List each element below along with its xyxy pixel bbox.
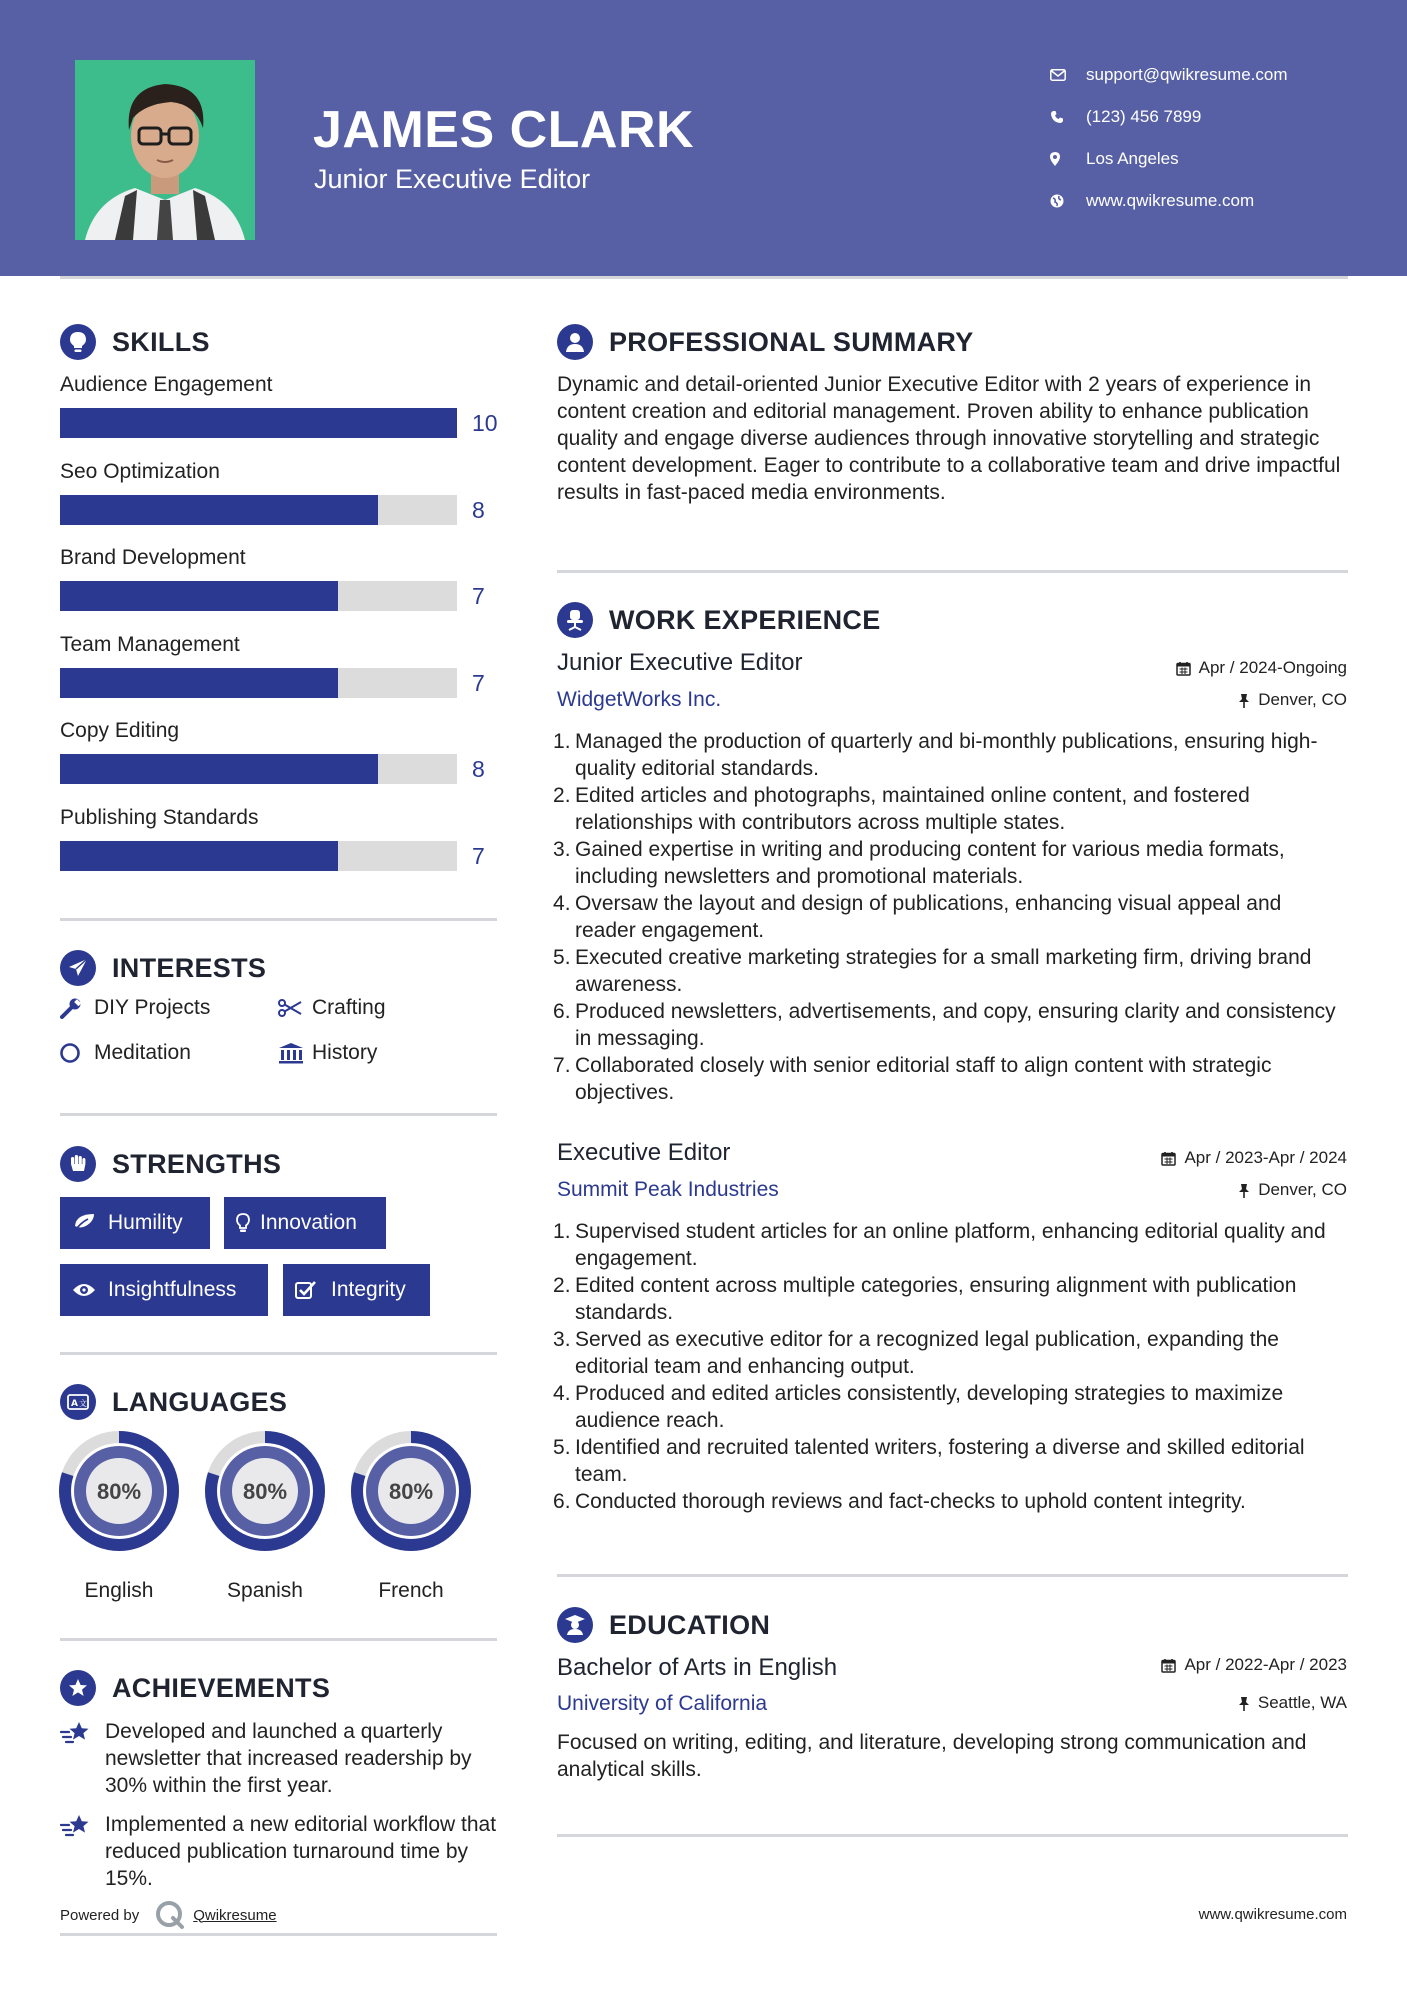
company-name: WidgetWorks Inc. — [557, 688, 722, 711]
strength-tag — [283, 1264, 430, 1316]
skill-item — [60, 543, 500, 630]
location-pin-icon — [1050, 152, 1086, 166]
education-divider — [557, 1834, 1348, 1837]
scissors-icon — [278, 999, 312, 1017]
achievements-heading — [60, 1670, 330, 1706]
duty-item: Supervised student articles for an online platform, enhancing editorial quality and engagement. — [575, 1220, 1326, 1270]
interests-heading — [60, 950, 266, 986]
skill-name: Seo Optimization — [60, 459, 220, 483]
language-percent: 80% — [96, 1479, 142, 1504]
job-dates-text: Apr / 2023-Apr / 2024 — [1184, 1148, 1347, 1167]
job-location — [1238, 690, 1347, 710]
language-icon — [60, 1384, 96, 1420]
skill-bar-fill — [60, 581, 338, 611]
language-item — [204, 1430, 326, 1603]
strength-label: Humility — [108, 1211, 183, 1234]
language-percent: 80% — [388, 1479, 434, 1504]
candidate-name: JAMES CLARK — [313, 101, 695, 159]
skill-name: Team Management — [60, 632, 240, 656]
education-dates-text: Apr / 2022-Apr / 2023 — [1184, 1655, 1347, 1674]
skill-bar-fill — [60, 408, 457, 438]
duty-item: Edited articles and photographs, maintained online content, and fostered relationships with contributors across multiple states. — [575, 784, 1250, 834]
strength-tag — [224, 1197, 386, 1249]
office-chair-icon — [557, 602, 593, 638]
experience-heading — [557, 602, 881, 638]
language-name: Spanish — [227, 1579, 303, 1602]
strengths-heading — [60, 1146, 281, 1182]
job-location-text: Denver, CO — [1258, 1180, 1347, 1199]
duty-item: Produced newsletters, advertisements, and copy, ensuring clarity and consistency in messaging. — [575, 1000, 1336, 1050]
wrench-icon — [60, 997, 94, 1019]
skill-bar-track — [60, 754, 457, 784]
language-name: English — [84, 1579, 154, 1602]
language-ring — [58, 1430, 180, 1552]
school-name: University of California — [557, 1692, 768, 1715]
interest-label: History — [312, 1041, 378, 1064]
contact-list — [1050, 54, 1288, 222]
skill-value: 7 — [472, 842, 485, 869]
duty-item: Oversaw the layout and design of publications, enhancing visual appeal and reader engagement. — [575, 892, 1282, 942]
calendar-icon — [1161, 1658, 1176, 1673]
skills-heading — [60, 324, 210, 360]
skill-value: 8 — [472, 496, 485, 523]
skill-name: Publishing Standards — [60, 805, 259, 829]
strength-tag — [60, 1264, 268, 1316]
education-description: Focused on writing, editing, and literature, developing strong communication and analytical skills. — [557, 1731, 1307, 1781]
header-divider — [60, 276, 1348, 279]
summary-text: Dynamic and detail-oriented Junior Executive Editor with 2 years of experience in content creation and editorial management. Proven ability to enhance publication quality and engage diverse audiences through innovative storytelling and strategic content development. Eager to contribute to a collaborative team and drive impactful results in fast-paced media environments. — [557, 373, 1341, 504]
job-dates — [1176, 658, 1347, 678]
museum-icon — [278, 1042, 312, 1064]
languages-heading — [60, 1384, 287, 1420]
skill-item — [60, 457, 500, 544]
job-location-text: Denver, CO — [1258, 690, 1347, 709]
job-duties — [557, 728, 1347, 1106]
skill-name: Brand Development — [60, 546, 246, 569]
language-item — [350, 1430, 472, 1603]
strength-label: Innovation — [260, 1211, 357, 1234]
experience-divider — [557, 1574, 1348, 1577]
contact-phone[interactable] — [1050, 96, 1288, 138]
skill-value: 8 — [472, 756, 485, 782]
strength-label: Integrity — [331, 1278, 406, 1301]
footer-website-link[interactable]: www.qwikresume.com — [1198, 1906, 1347, 1923]
contact-phone-text: (123) 456 7899 — [1086, 107, 1202, 126]
interests-divider — [60, 1113, 497, 1116]
achievement-item — [60, 1718, 500, 1799]
duty-item: Edited content across multiple categories, ensuring alignment with publication standards. — [575, 1274, 1297, 1324]
job-location — [1238, 1180, 1347, 1200]
graduate-icon — [557, 1607, 593, 1643]
interest-label: Meditation — [94, 1041, 191, 1064]
languages-title: LANGUAGES — [112, 1386, 288, 1417]
interest-label: Crafting — [312, 996, 386, 1019]
mail-icon — [1050, 69, 1086, 81]
skill-item — [60, 716, 500, 803]
languages-divider — [60, 1638, 497, 1641]
skill-bar-fill — [60, 668, 338, 698]
star-badge-icon — [60, 1670, 96, 1706]
duty-item: Conducted thorough reviews and fact-checks to uphold content integrity. — [575, 1490, 1246, 1513]
phone-icon — [1050, 110, 1086, 124]
achievements-title: ACHIEVEMENTS — [112, 1672, 331, 1703]
powered-by-label: Powered by — [60, 1906, 140, 1924]
achievement-text: Developed and launched a quarterly newsletter that increased readership by 30% within the first year. — [105, 1720, 472, 1797]
skills-divider — [60, 918, 497, 921]
lightbulb-icon — [60, 324, 96, 360]
education-heading — [557, 1607, 770, 1643]
candidate-title: Junior Executive Editor — [314, 164, 591, 194]
achievement-text: Implemented a new editorial workflow that reduced publication turnaround time by 15%. — [105, 1813, 497, 1890]
strength-label: Insightfulness — [108, 1278, 237, 1301]
summary-divider — [557, 570, 1348, 573]
contact-location-text: Los Angeles — [1086, 149, 1179, 168]
skill-bar-track — [60, 668, 457, 698]
circle-icon — [60, 1042, 94, 1064]
duty-item: Identified and recruited talented writers, fostering a diverse and skilled editorial team. — [575, 1436, 1305, 1486]
pushpin-icon — [1238, 1183, 1250, 1198]
skill-value: 10 — [472, 410, 498, 436]
interests-title: INTERESTS — [112, 952, 267, 983]
job-dates-text: Apr / 2024-Ongoing — [1198, 658, 1347, 677]
job-duties — [557, 1218, 1347, 1515]
language-percent: 80% — [242, 1479, 288, 1504]
contact-email-text: support@qwikresume.com — [1086, 65, 1288, 84]
eye-icon — [72, 1282, 108, 1298]
language-name: French — [378, 1579, 444, 1602]
language-item — [58, 1430, 180, 1603]
achievement-item — [60, 1811, 500, 1892]
summary-heading — [557, 324, 974, 360]
skill-bar-fill — [60, 754, 378, 784]
skill-name: Copy Editing — [60, 719, 180, 742]
skill-item — [60, 630, 500, 717]
profile-photo — [75, 60, 255, 240]
duty-item: Managed the production of quarterly and bi-monthly publications, ensuring high-quality editorial standards. — [575, 730, 1318, 780]
skills-list — [60, 370, 500, 889]
duty-item: Produced and edited articles consistently, developing strategies to maximize audience reach. — [575, 1382, 1284, 1432]
leaf-icon — [72, 1213, 108, 1233]
svg-text:文: 文 — [79, 1399, 87, 1408]
shooting-star-icon — [60, 1718, 105, 1799]
degree-title: Bachelor of Arts in English — [557, 1654, 838, 1681]
checkbox-icon — [295, 1280, 331, 1300]
globe-icon — [1050, 194, 1086, 208]
skill-name: Audience Engagement — [60, 373, 273, 396]
strengths-divider — [60, 1352, 497, 1355]
interest-item — [278, 996, 386, 1020]
contact-email[interactable] — [1050, 54, 1288, 96]
interest-label: DIY Projects — [94, 996, 211, 1019]
paper-plane-icon — [60, 950, 96, 986]
skill-item — [60, 803, 500, 890]
strengths-title: STRENGTHS — [112, 1148, 282, 1179]
qwikresume-logo-icon — [155, 1900, 185, 1930]
svg-text:A: A — [71, 1399, 78, 1409]
experience-title: WORK EXPERIENCE — [609, 604, 881, 635]
job-dates — [1161, 1148, 1347, 1168]
duty-item: Served as executive editor for a recognized legal publication, expanding the editorial team and enhancing output. — [575, 1328, 1279, 1378]
skill-value: 7 — [472, 669, 485, 696]
skill-value: 7 — [472, 583, 485, 609]
pushpin-icon — [1238, 1696, 1250, 1711]
summary-title: PROFESSIONAL SUMMARY — [609, 326, 974, 357]
skills-title: SKILLS — [112, 326, 210, 357]
education-title: EDUCATION — [609, 1609, 771, 1640]
duty-item: Executed creative marketing strategies for a small marketing firm, driving brand awareness. — [575, 946, 1312, 996]
contact-location — [1050, 138, 1288, 180]
skill-bar-track — [60, 495, 457, 525]
contact-website-text: www.qwikresume.com — [1086, 191, 1255, 210]
qwikresume-link[interactable]: Qwikresume — [193, 1906, 277, 1924]
education-dates — [1161, 1655, 1347, 1675]
company-name: Summit Peak Industries — [557, 1178, 779, 1201]
skill-bar-track — [60, 408, 457, 438]
strength-tag — [60, 1197, 210, 1249]
education-location-text: Seattle, WA — [1257, 1693, 1347, 1712]
language-ring — [204, 1430, 326, 1552]
interest-item — [60, 1041, 191, 1065]
footer-divider-left — [60, 1933, 497, 1936]
calendar-icon — [1161, 1151, 1176, 1166]
job-title: Junior Executive Editor — [557, 649, 803, 676]
raised-fist-icon — [60, 1146, 96, 1182]
calendar-icon — [1176, 661, 1191, 676]
contact-website[interactable] — [1050, 180, 1288, 222]
skill-bar-fill — [60, 841, 338, 871]
job-title: Executive Editor — [557, 1139, 731, 1166]
language-ring — [350, 1430, 472, 1552]
shooting-star-icon — [60, 1811, 105, 1892]
duty-item: Collaborated closely with senior editorial staff to align content with strategic objectives. — [575, 1054, 1272, 1104]
skill-item — [60, 370, 500, 457]
education-location — [1238, 1693, 1347, 1713]
lightbulb-icon — [236, 1213, 260, 1233]
user-icon — [557, 324, 593, 360]
powered-by — [60, 1900, 277, 1930]
resume-header — [0, 0, 1407, 276]
interest-item — [278, 1041, 377, 1065]
duty-item: Gained expertise in writing and producing content for various media formats, including newsletters and promotional materials. — [575, 838, 1285, 888]
interest-item — [60, 996, 210, 1020]
skill-bar-track — [60, 581, 457, 611]
skill-bar-fill — [60, 495, 378, 525]
skill-bar-track — [60, 841, 457, 871]
pushpin-icon — [1238, 693, 1250, 708]
